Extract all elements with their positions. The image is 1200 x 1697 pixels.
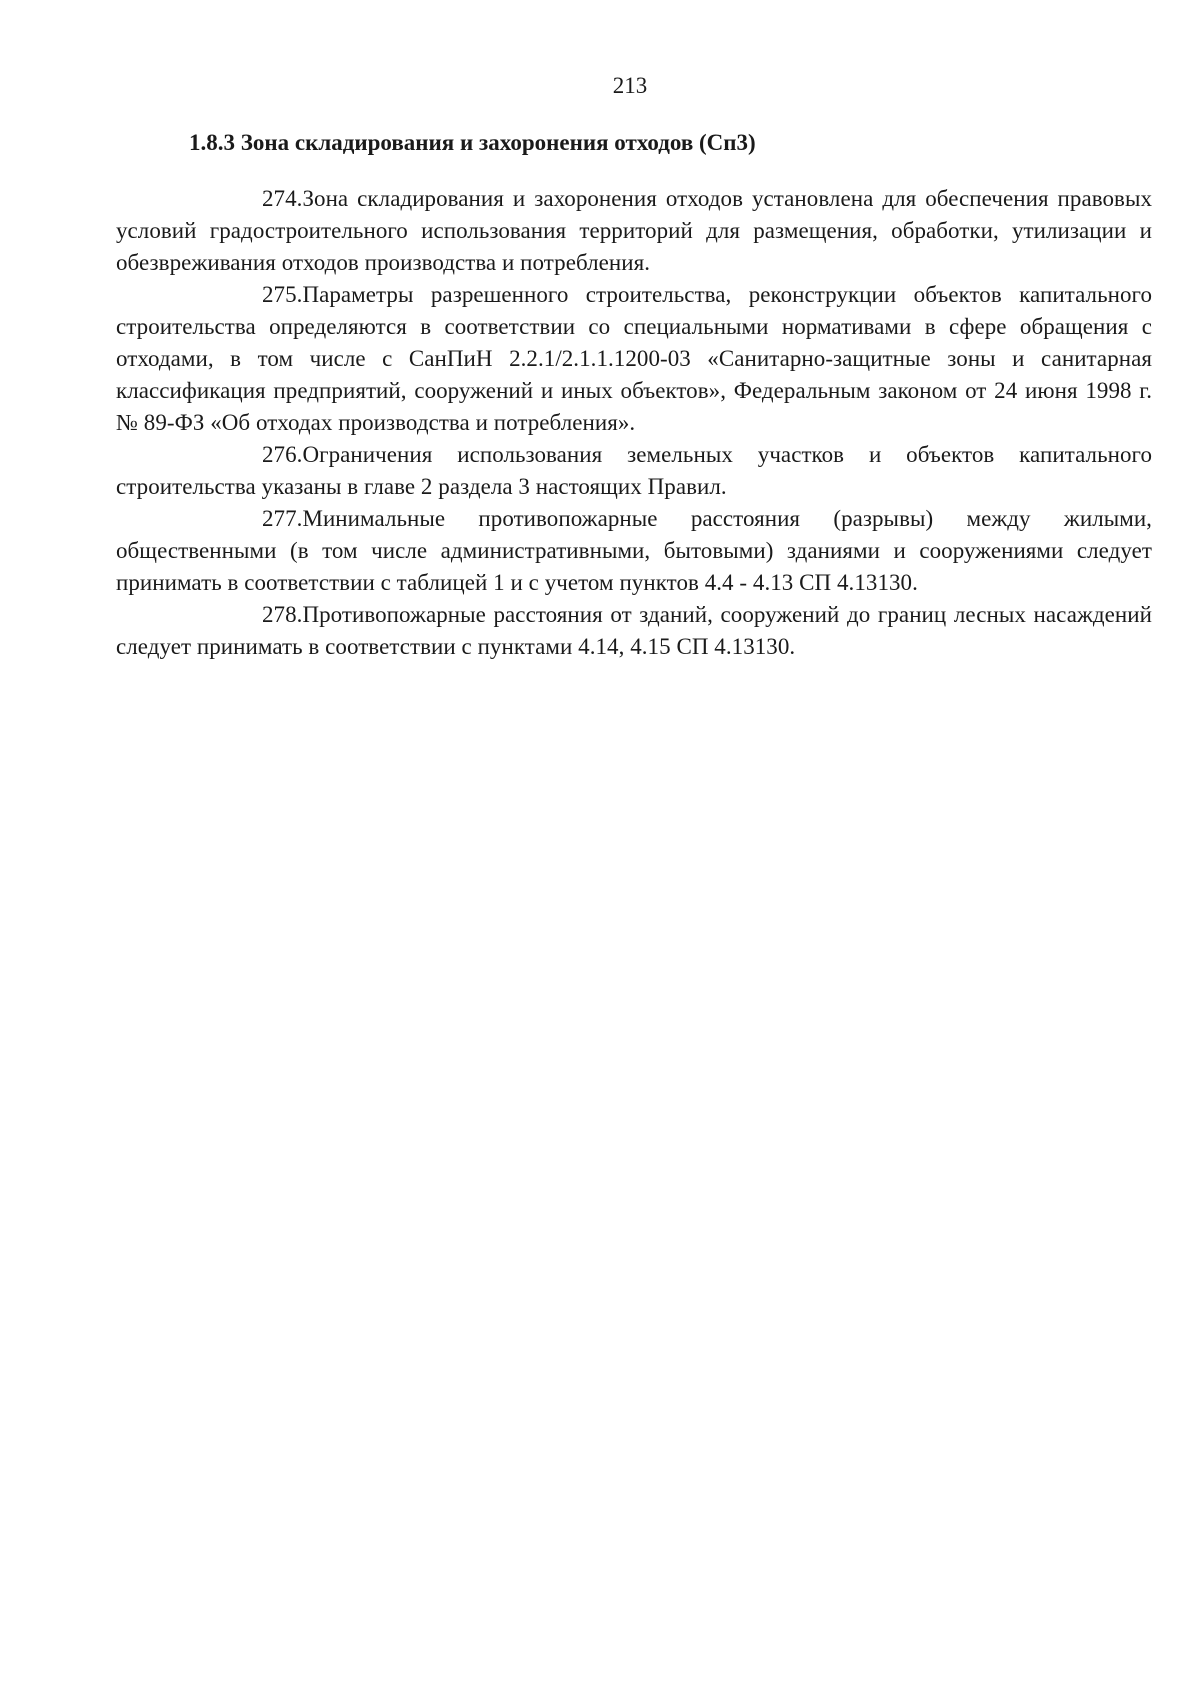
paragraph-text: Параметры разрешенного строительства, реконструкции объектов капитального строительства определяются в соответствии со специальными нормативами в сфере обращения с отходами, в том числе с СанПиН 2.2.1/2.1.1.1200-03 «Санитарно-защитные зоны и санитарная классификация предприятий, сооружений и иных объектов», Федеральным законом от 24 июня 1998 г. № 89-ФЗ «Об отходах производства и потребления». — [116, 282, 1152, 435]
page-content — [116, 128, 1152, 663]
paragraph-277 — [116, 503, 1152, 599]
page-number: 213 — [612, 73, 648, 98]
paragraph-274 — [116, 183, 1152, 279]
paragraph-number: 276. — [262, 442, 303, 467]
paragraph-number: 277. — [262, 506, 303, 531]
paragraph-number: 278. — [262, 602, 303, 627]
paragraph-list — [116, 183, 1152, 663]
paragraph-276 — [116, 439, 1152, 503]
paragraph-275 — [116, 279, 1152, 439]
paragraph-number: 274. — [262, 186, 303, 211]
paragraph-text: Ограничения использования земельных участков и объектов капитального строительства указаны в главе 2 раздела 3 настоящих Правил. — [116, 442, 1152, 499]
paragraph-number: 275. — [262, 282, 303, 307]
paragraph-278 — [116, 599, 1152, 663]
section-heading: 1.8.3 Зона складирования и захоронения отходов (Сп3) — [189, 130, 756, 155]
paragraph-text: Противопожарные расстояния от зданий, сооружений до границ лесных насаждений следует принимать в соответствии с пунктами 4.14, 4.15 СП 4.13130. — [116, 602, 1152, 659]
paragraph-text: Зона складирования и захоронения отходов установлена для обеспечения правовых условий градостроительного использования территорий для размещения, обработки, утилизации и обезвреживания отходов производства и потребления. — [116, 186, 1152, 275]
paragraph-text: Минимальные противопожарные расстояния (разрывы) между жилыми, общественными (в том числе административными, бытовыми) зданиями и сооружениями следует принимать в соответствии с таблицей 1 и с учетом пунктов 4.4 - 4.13 СП 4.13130. — [116, 506, 1152, 595]
